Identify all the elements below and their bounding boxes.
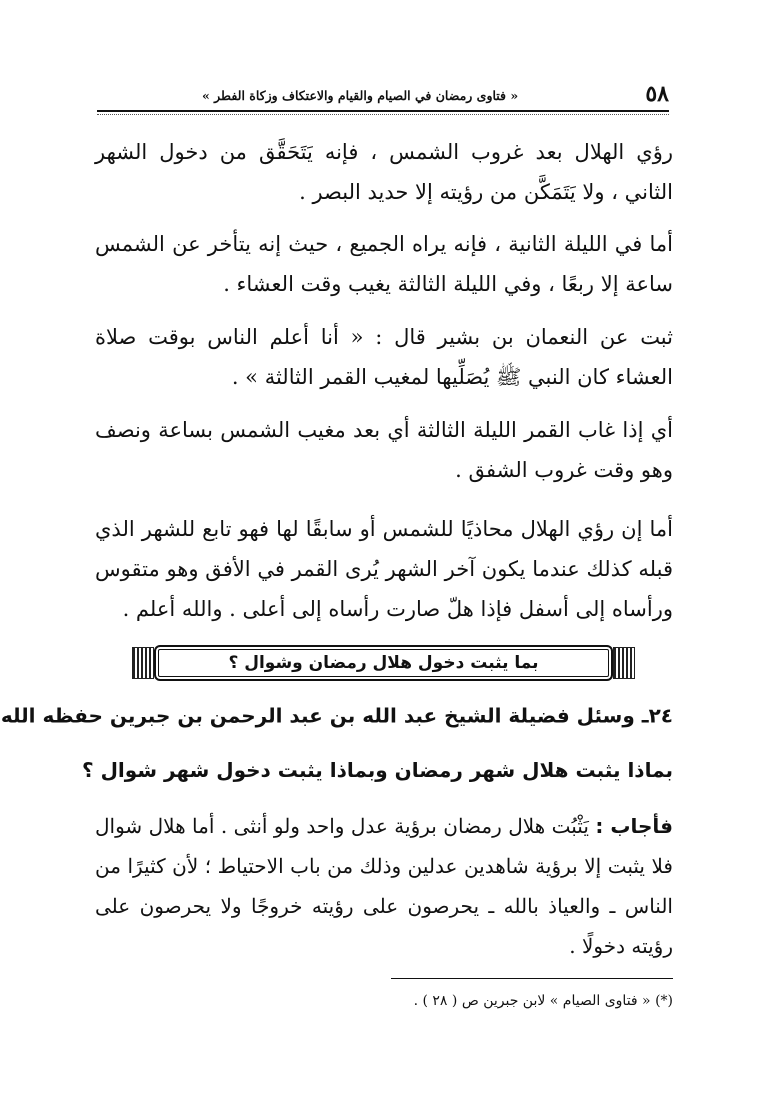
footnote-rule — [392, 978, 674, 979]
banner-frame — [155, 645, 614, 681]
paragraph-5: أما إن رؤي الهلال محاذيًا للشمس أو سابقًا لها فهو تابع للشهر الذي قبله كذلك عندما يكون آخر الشهر يُرى القمر في الأفق وهو متقوس ورأساه إلى أسفل فإذا هلّ صارت رأساه إلى أعلى . والله أعلم . — [96, 517, 674, 621]
running-header — [98, 82, 670, 108]
paragraph-2: أما في الليلة الثانية ، فإنه يراه الجميع ، حيث إنه يتأخر عن الشمس ساعة إلا ربعًا ، وفي الليلة الثالثة يغيب وقت العشاء . — [96, 232, 674, 296]
page-number: ٥٨ — [646, 81, 670, 107]
paragraph-3: ثبت عن النعمان بن بشير قال : « أنا أعلم الناس بوقت صلاة العشاء كان النبي ﷺ يُصَلِّيها لمغيب القمر الثالثة » . — [96, 325, 674, 389]
paragraph-1: رؤي الهلال بعد غروب الشمس ، فإنه يَتَحَقَّق من دخول الشهر الثاني ، ولا يَتَمَكَّن من رؤيته إلا حديد البصر . — [96, 140, 674, 204]
header-rule — [98, 110, 670, 112]
answer-text: يَثْبُت هلال رمضان برؤية عدل واحد ولو أنثى . أما هلال شوال فلا يثبت إلا برؤية شاهدين عدلين وذلك من باب الاحتياط ؛ لأن كثيرًا من الناس ـ والعياذ بالله ـ يحرصون على رؤيته خروجًا ولا يحرصون على رؤيته دخولًا . — [96, 814, 674, 958]
banner-ornament-right — [614, 647, 636, 679]
question-text: بماذا يثبت هلال شهر رمضان وبماذا يثبت دخول شهر شوال ؟ — [83, 758, 674, 782]
question-heading — [1, 694, 674, 734]
running-title: « فتاوى رمضان في الصيام والقيام والاعتكاف وزكاة الفطر » — [203, 88, 520, 103]
answer-label: فأجاب : — [596, 814, 675, 838]
answer-paragraph — [96, 806, 674, 966]
section-title: بما يثبت دخول هلال رمضان وشوال ؟ — [229, 653, 540, 673]
banner-ornament-left — [133, 647, 155, 679]
header-dotted-rule — [98, 114, 670, 115]
section-banner — [133, 645, 636, 681]
question-heading-text: ٢٤ـ وسئل فضيلة الشيخ عبد الله بن عبد الرحمن بن جبرين حفظه الله — [1, 703, 674, 728]
footnote: (*) « فتاوى الصيام » لابن جبرين ص ( ٢٨ ) . — [414, 993, 674, 1009]
paragraph-4: أي إذا غاب القمر الليلة الثالثة أي بعد مغيب الشمس بساعة ونصف وهو وقت غروب الشفق . — [96, 418, 674, 482]
